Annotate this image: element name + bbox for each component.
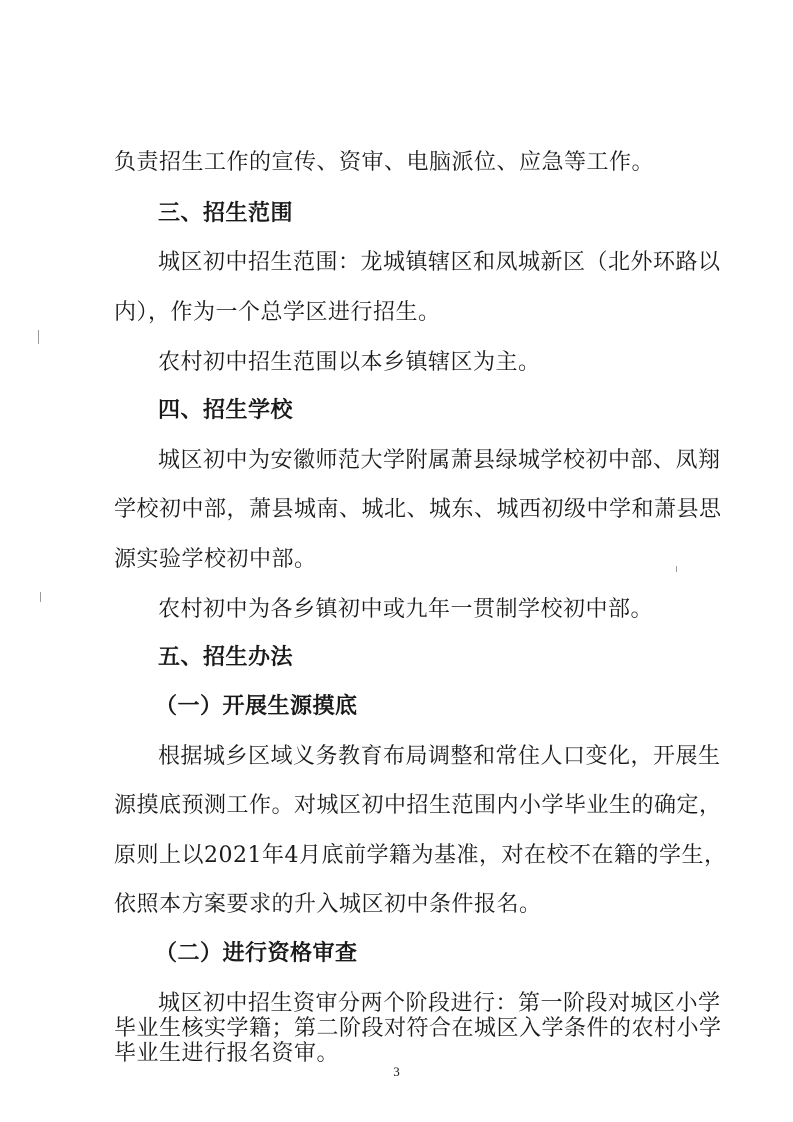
- section-heading-schools: 四、招生学校: [158, 398, 294, 423]
- paragraph-line: 依照本方案要求的升入城区初中条件报名。: [114, 892, 542, 917]
- paragraph-line: 根据城乡区域义务教育布局调整和常住人口变化，开展生: [158, 744, 721, 769]
- section-heading-methods: 五、招生办法: [158, 645, 294, 670]
- paragraph-line: 城区初中招生资审分两个阶段进行：第一阶段对城区小学: [158, 991, 721, 1016]
- scan-speck: [38, 330, 39, 344]
- paragraph-line: 源实验学校初中部。: [114, 547, 317, 572]
- subsection-heading-review: （二）进行资格审查: [155, 941, 358, 966]
- paragraph-line: 毕业生进行报名资审。: [114, 1041, 340, 1066]
- paragraph-line: 城区初中为安徽师范大学附属萧县绿城学校初中部、凤翔: [158, 448, 721, 473]
- paragraph-line: 毕业生核实学籍；第二阶段对符合在城区入学条件的农村小学: [114, 1016, 722, 1041]
- paragraph-line: 源摸底预测工作。对城区初中招生范围内小学毕业生的确定，: [114, 793, 722, 818]
- paragraph-line: 原则上以2021年4月底前学籍为基准，对在校不在籍的学生，: [114, 843, 727, 868]
- subsection-heading-survey: （一）开展生源摸底: [155, 694, 358, 719]
- paragraph-line: 农村初中招生范围以本乡镇辖区为主。: [158, 350, 541, 375]
- paragraph-line: 城区初中招生范围：龙城镇辖区和凤城新区（北外环路以: [158, 250, 721, 275]
- scan-speck: [40, 592, 41, 602]
- page-number: 3: [393, 1064, 400, 1079]
- paragraph-line: 内），作为一个总学区进行招生。: [114, 300, 441, 325]
- scan-speck: [676, 566, 677, 572]
- paragraph-line: 农村初中为各乡镇初中或九年一贯制学校初中部。: [158, 597, 654, 622]
- paragraph-line: 学校初中部，萧县城南、城北、城东、城西初级中学和萧县思: [114, 497, 722, 522]
- paragraph-line: 负责招生工作的宣传、资审、电脑派位、应急等工作。: [114, 150, 655, 175]
- section-heading-scope: 三、招生范围: [158, 201, 294, 226]
